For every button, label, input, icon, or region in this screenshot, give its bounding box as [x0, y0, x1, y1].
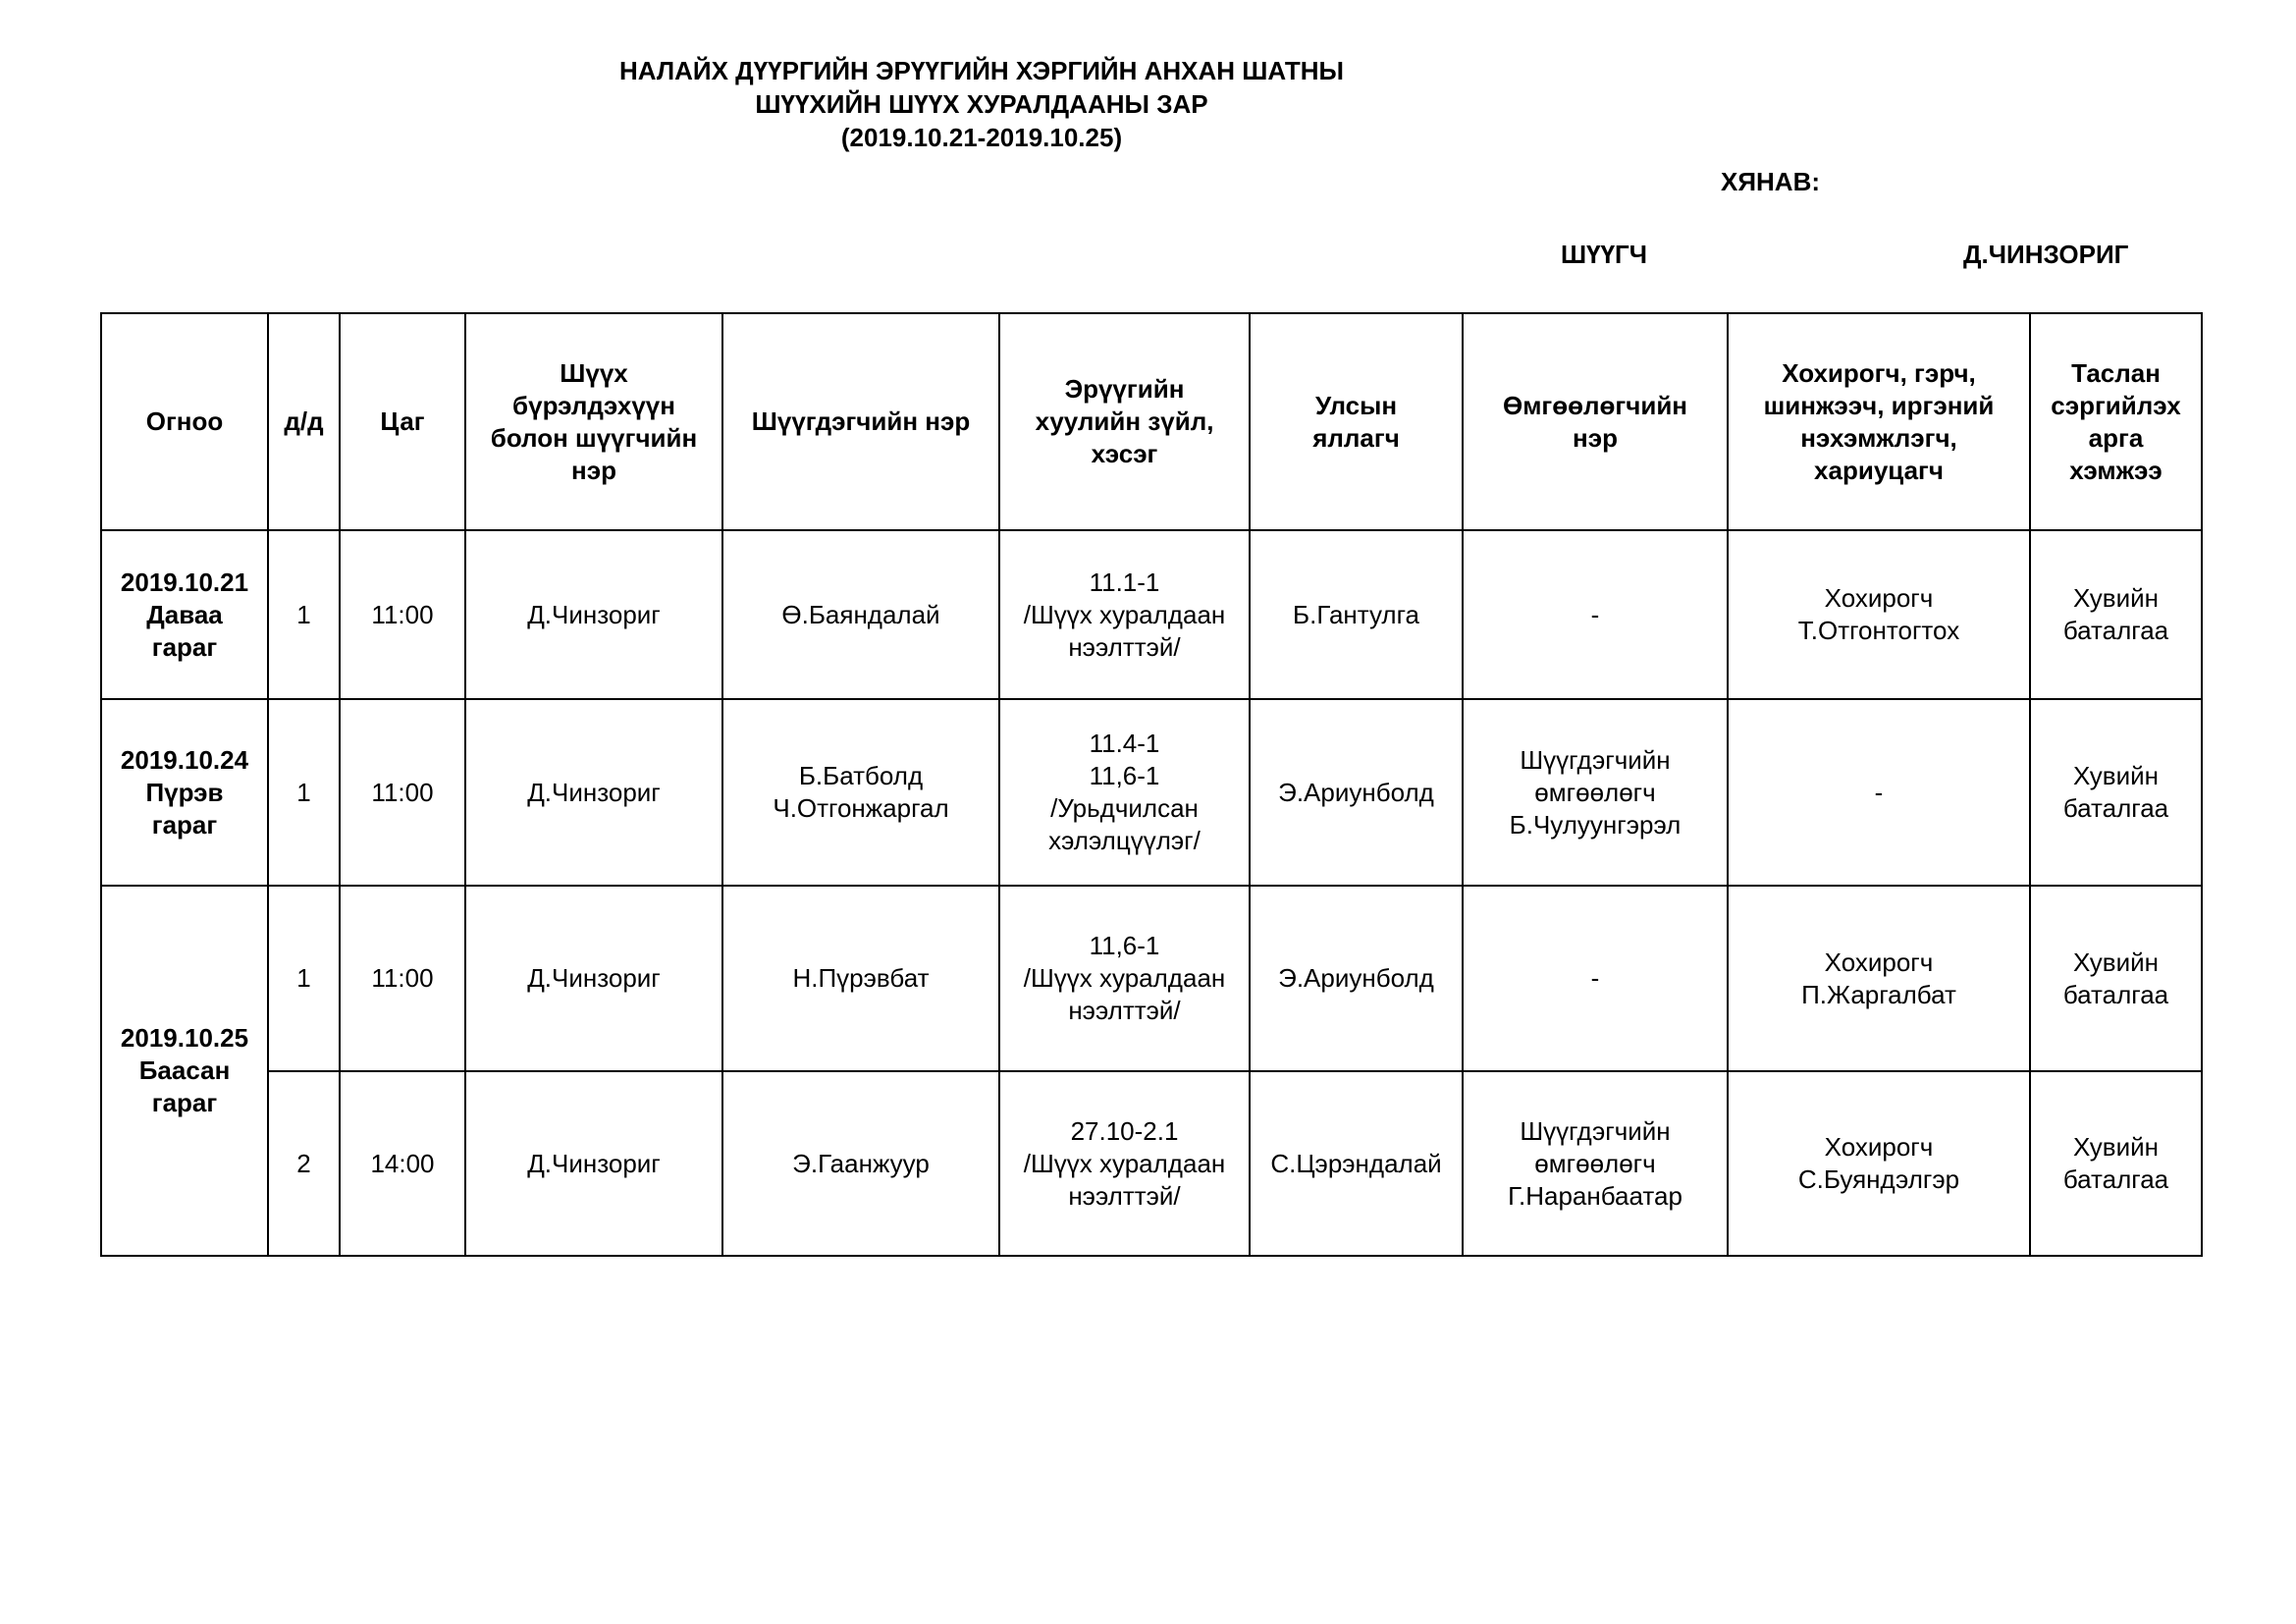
document-title: [0, 54, 1963, 154]
col-header-article: Эрүүгийн хуулийн зүйл, хэсэг: [999, 313, 1250, 530]
judge-cell: Д.Чинзориг: [465, 699, 722, 886]
judge-name: Д.ЧИНЗОРИГ: [1963, 240, 2129, 269]
measure-cell: Хувийн баталгаа: [2030, 886, 2202, 1071]
time-cell: 14:00: [340, 1071, 465, 1256]
victim-cell: -: [1728, 699, 2030, 886]
col-header-prosecutor: Улсын яллагч: [1250, 313, 1463, 530]
hearing-schedule-table: [100, 312, 2203, 1257]
col-header-judge: Шүүх бүрэлдэхүүн болон шүүгчийн нэр: [465, 313, 722, 530]
victim-cell: Хохирогч Т.Отгонтогтох: [1728, 530, 2030, 699]
defendant-cell: Ө.Баяндалай: [722, 530, 999, 699]
number-cell: 1: [268, 886, 340, 1071]
col-header-date: Огноо: [101, 313, 268, 530]
prosecutor-cell: С.Цэрэндалай: [1250, 1071, 1463, 1256]
date-cell: 2019.10.25 Баасан гараг: [101, 886, 268, 1256]
table-row: [101, 699, 2202, 886]
victim-cell: Хохирогч П.Жаргалбат: [1728, 886, 2030, 1071]
table-row: [101, 1071, 2202, 1256]
col-header-measure: Таслан сэргийлэх арга хэмжээ: [2030, 313, 2202, 530]
header-row: [101, 313, 2202, 530]
approve-label: ХЯНАВ:: [1721, 167, 1821, 196]
time-cell: 11:00: [340, 530, 465, 699]
title-line-2: ШҮҮХИЙН ШҮҮХ ХУРАЛДААНЫ ЗАР: [755, 89, 1208, 119]
judge-cell: Д.Чинзориг: [465, 530, 722, 699]
article-cell: 27.10-2.1 /Шүүх хуралдаан нээлттэй/: [999, 1071, 1250, 1256]
col-header-defendant: Шүүгдэгчийн нэр: [722, 313, 999, 530]
victim-cell: Хохирогч С.Буяндэлгэр: [1728, 1071, 2030, 1256]
time-cell: 11:00: [340, 886, 465, 1071]
lawyer-cell: Шүүгдэгчийн өмгөөлөгч Б.Чулуунгэрэл: [1463, 699, 1728, 886]
col-header-number: д/д: [268, 313, 340, 530]
time-cell: 11:00: [340, 699, 465, 886]
col-header-victim: Хохирогч, гэрч, шинжээч, иргэний нэхэмжлэгч, хариуцагч: [1728, 313, 2030, 530]
number-cell: 2: [268, 1071, 340, 1256]
title-line-1: НАЛАЙХ ДҮҮРГИЙН ЭРҮҮГИЙН ХЭРГИЙН АНХАН ШАТНЫ: [619, 56, 1344, 85]
measure-cell: Хувийн баталгаа: [2030, 530, 2202, 699]
date-cell: 2019.10.21 Даваа гараг: [101, 530, 268, 699]
defendant-cell: Н.Пүрэвбат: [722, 886, 999, 1071]
defendant-cell: Б.Батболд Ч.Отгонжаргал: [722, 699, 999, 886]
defendant-cell: Э.Гаанжуур: [722, 1071, 999, 1256]
article-cell: 11.1-1 /Шүүх хуралдаан нээлттэй/: [999, 530, 1250, 699]
table-row: [101, 886, 2202, 1071]
judge-cell: Д.Чинзориг: [465, 1071, 722, 1256]
article-cell: 11.4-1 11,6-1 /Урьдчилсан хэлэлцүүлэг/: [999, 699, 1250, 886]
judge-role: ШҮҮГЧ: [1561, 240, 1648, 269]
lawyer-cell: -: [1463, 530, 1728, 699]
lawyer-cell: Шүүгдэгчийн өмгөөлөгч Г.Наранбаатар: [1463, 1071, 1728, 1256]
col-header-lawyer: Өмгөөлөгчийн нэр: [1463, 313, 1728, 530]
measure-cell: Хувийн баталгаа: [2030, 699, 2202, 886]
col-header-time: Цаг: [340, 313, 465, 530]
prosecutor-cell: Б.Гантулга: [1250, 530, 1463, 699]
number-cell: 1: [268, 530, 340, 699]
title-period: (2019.10.21-2019.10.25): [840, 123, 1123, 152]
table-row: [101, 530, 2202, 699]
date-cell: 2019.10.24 Пүрэв гараг: [101, 699, 268, 886]
prosecutor-cell: Э.Ариунболд: [1250, 886, 1463, 1071]
prosecutor-cell: Э.Ариунболд: [1250, 699, 1463, 886]
lawyer-cell: -: [1463, 886, 1728, 1071]
article-cell: 11,6-1 /Шүүх хуралдаан нээлттэй/: [999, 886, 1250, 1071]
judge-cell: Д.Чинзориг: [465, 886, 722, 1071]
number-cell: 1: [268, 699, 340, 886]
measure-cell: Хувийн баталгаа: [2030, 1071, 2202, 1256]
